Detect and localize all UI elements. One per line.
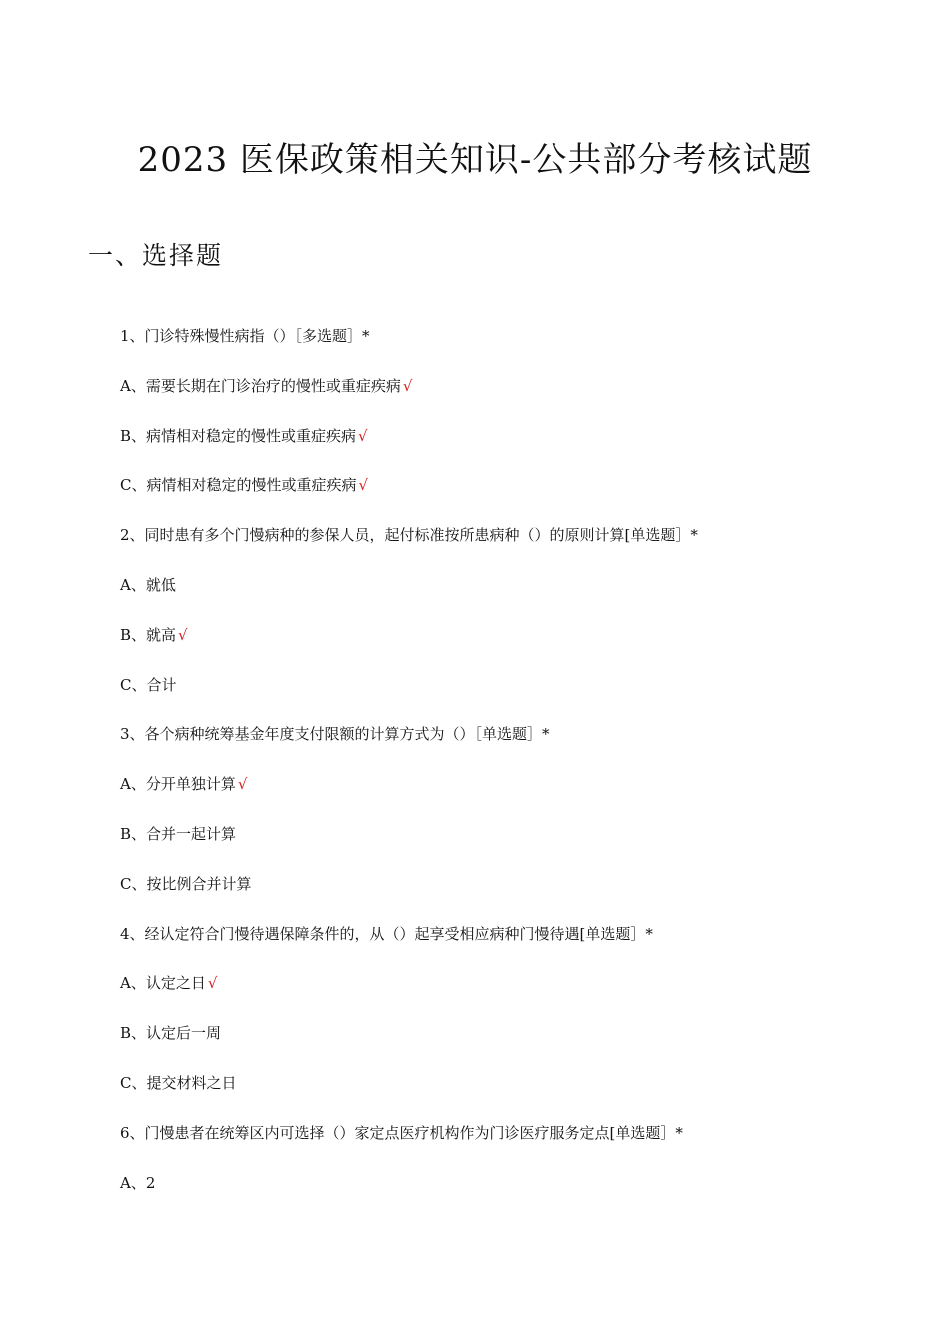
question-label: 4、经认定符合门慢待遇保障条件的，从（）起享受相应病种门慢待遇[单选题］* bbox=[120, 924, 653, 943]
answer-option bbox=[120, 571, 880, 621]
question-label: 3、各个病种统筹基金年度支付限额的计算方式为（）［单选题］* bbox=[120, 725, 550, 744]
option-label: A、需要长期在门诊治疗的慢性或重症疾病 bbox=[120, 376, 401, 395]
checkmark-icon: √ bbox=[358, 476, 369, 495]
option-label: B、合并一起计算 bbox=[120, 824, 237, 843]
option-label: C、提交材料之日 bbox=[120, 1073, 237, 1092]
checkmark-icon: √ bbox=[358, 426, 368, 445]
checkmark-icon: √ bbox=[178, 625, 188, 644]
question-text bbox=[120, 521, 880, 571]
checkmark-icon: √ bbox=[207, 974, 218, 993]
answer-option bbox=[120, 1069, 880, 1119]
answer-option bbox=[120, 372, 880, 422]
answer-option bbox=[120, 671, 880, 721]
option-label: B、病情相对稳定的慢性或重症疾病 bbox=[120, 426, 357, 445]
answer-option bbox=[120, 471, 880, 521]
document-title: 2023 医保政策相关知识-公共部分考核试题 bbox=[137, 140, 813, 180]
option-label: C、合计 bbox=[120, 675, 177, 694]
answer-option bbox=[120, 621, 880, 671]
question-text bbox=[120, 322, 880, 372]
option-label: B、就高 bbox=[120, 625, 177, 644]
answer-option bbox=[120, 820, 880, 870]
answer-option bbox=[120, 422, 880, 472]
answer-option bbox=[120, 870, 880, 920]
option-label: C、按比例合并计算 bbox=[120, 874, 252, 893]
option-label: A、就低 bbox=[120, 575, 176, 594]
answer-option bbox=[120, 1019, 880, 1069]
answer-option bbox=[120, 770, 880, 820]
question-list bbox=[120, 322, 880, 1218]
question-label: 2、同时患有多个门慢病种的参保人员，起付标准按所患病种（）的原则计算[单选题］* bbox=[120, 526, 698, 545]
answer-option bbox=[120, 1169, 880, 1219]
checkmark-icon: √ bbox=[402, 376, 413, 395]
option-label: A、分开单独计算 bbox=[120, 775, 236, 794]
option-label: A、认定之日 bbox=[120, 974, 206, 993]
section-heading: 一、选择题 bbox=[88, 241, 224, 270]
question-label: 6、门慢患者在统筹区内可选择（）家定点医疗机构作为门诊医疗服务定点[单选题］* bbox=[120, 1123, 683, 1142]
option-label: B、认定后一周 bbox=[120, 1024, 222, 1043]
question-text bbox=[120, 1119, 880, 1169]
question-label: 1、门诊特殊慢性病指（）［多选题］* bbox=[120, 327, 370, 345]
question-text bbox=[120, 920, 880, 970]
option-label: A、2 bbox=[120, 1173, 156, 1192]
answer-option bbox=[120, 969, 880, 1019]
question-text bbox=[120, 720, 880, 770]
option-label: C、病情相对稳定的慢性或重症疾病 bbox=[120, 476, 357, 495]
checkmark-icon: √ bbox=[237, 775, 248, 794]
